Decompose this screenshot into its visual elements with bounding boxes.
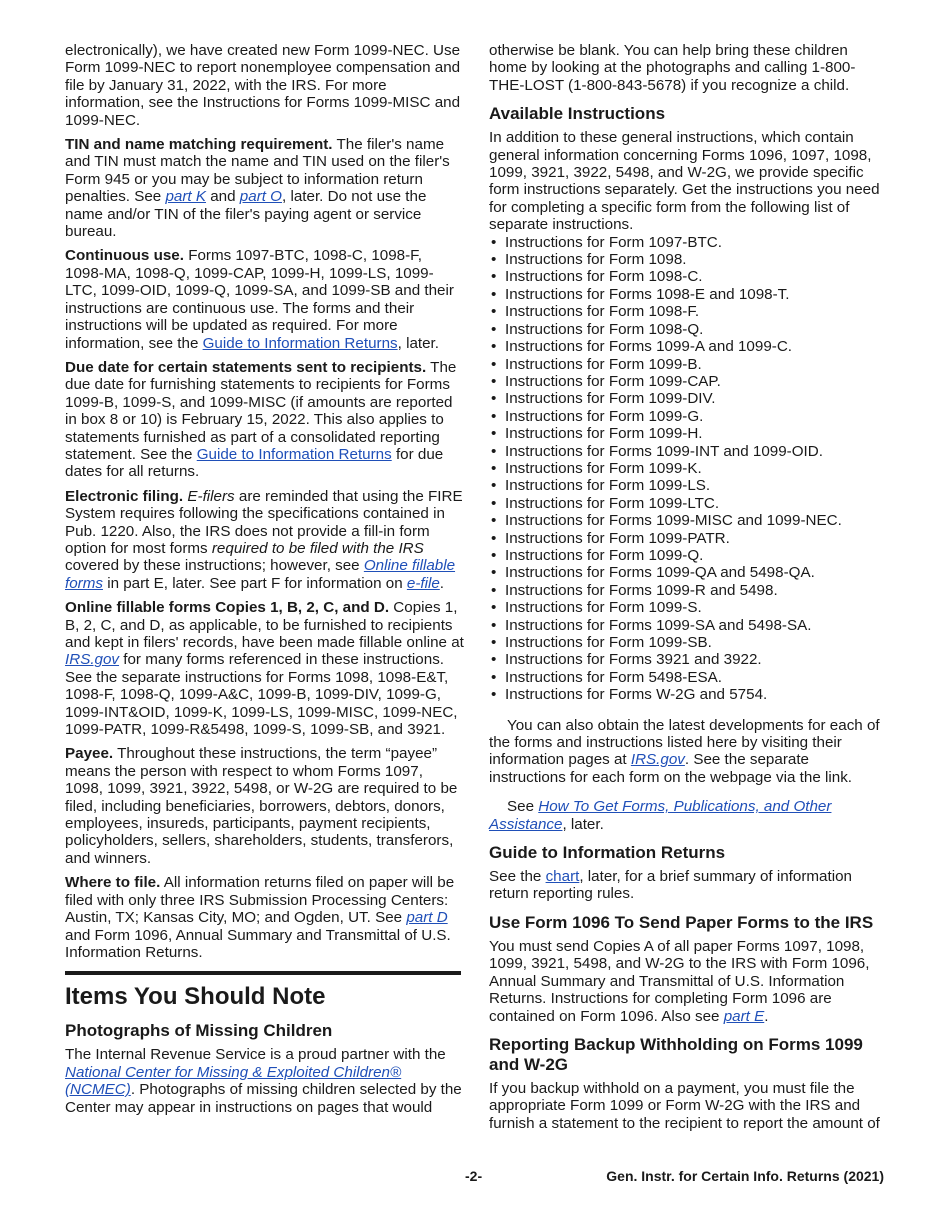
available-instructions-paragraph: In addition to these general instructions, which contain general information concerning Forms 1096, 1097, 1098, 1099, 3921, 3922, 5498, and W-2G, we provide specific form instructions separately. Get the instructions you need for completing a specific form from the following list of separate instructions. <box>489 129 880 234</box>
available-instructions-heading: Available Instructions <box>489 104 666 124</box>
part-e-link[interactable]: part E <box>723 1007 765 1025</box>
instructions-list-item: • Instructions for Forms 1099-INT and 1099-OID. <box>489 443 889 460</box>
instructions-list-item: • Instructions for Form 1098-Q. <box>489 321 889 338</box>
electronic-filing-heading: Electronic filing. <box>65 487 184 505</box>
instructions-list-item: • Instructions for Form 1099-CAP. <box>489 373 889 390</box>
form-1096-paragraph: You must send Copies A of all paper Forms 1097, 1098, 1099, 3921, 5498, and W-2G to the IRS with Form 1096, Annual Summary and Transmittal of U.S. Information Returns. Instructions for completing Form 1096 are contained on Form 1096. Also see part E. <box>489 937 870 1025</box>
backup-withholding-paragraph: If you backup withhold on a payment, you must file the appropriate Form 1099 or Form W-2G with the IRS and furnish a statement to the recipient to report the amount of <box>489 1079 880 1132</box>
instructions-list-item: • Instructions for Form 1098-F. <box>489 303 889 320</box>
instructions-list-item: • Instructions for Form 1099-H. <box>489 425 889 442</box>
chart-link[interactable]: chart <box>545 868 580 886</box>
instructions-list-item: • Instructions for Forms 1099-R and 5498. <box>489 582 889 599</box>
guide-info-returns-link[interactable]: Guide to Information Returns <box>196 445 392 463</box>
e-file-link[interactable]: e-file <box>406 574 440 592</box>
instructions-list-item: • Instructions for Form 1099-Q. <box>489 547 889 564</box>
how-to-get-forms-link[interactable]: How To Get Forms, Publications, and Other Assistance <box>489 798 832 833</box>
irs-gov-link[interactable]: IRS.gov <box>630 751 685 769</box>
instructions-list-item: • Instructions for Forms 1099-QA and 5498-QA. <box>489 564 889 581</box>
part-d-link[interactable]: part D <box>406 909 448 927</box>
online-fillable-heading: Online fillable forms Copies 1, B, 2, C, and D. <box>65 599 390 617</box>
section-divider <box>65 971 461 975</box>
guide-info-returns-link[interactable]: Guide to Information Returns <box>202 334 398 352</box>
guide-heading: Guide to Information Returns <box>489 843 726 863</box>
instructions-list-item: • Instructions for Form 5498-ESA. <box>489 669 889 686</box>
online-fillable-forms-link[interactable]: Online fillable forms <box>65 557 456 592</box>
part-o-link[interactable]: part O <box>239 188 283 206</box>
right-column <box>489 42 889 1139</box>
form-1096-heading: Use Form 1096 To Send Paper Forms to the IRS <box>489 912 874 932</box>
instructions-list-item: • Instructions for Form 1098-C. <box>489 268 889 285</box>
instructions-list-item: • Instructions for Forms W-2G and 5754. <box>489 686 889 703</box>
payee-paragraph: Payee. Throughout these instructions, the term “payee” means the person with respect to whom Forms 1097, 1098, 1099, 3921, 3922, 5498, or W-2G are required to be filed, including beneficiaries, borrowers, debtors, donors, employees, insureds, participants, payment recipients, policyholders, sellers, shareholders, students, transferors, and winners. <box>65 745 458 867</box>
left-column <box>65 42 465 1123</box>
photographs-paragraph: The Internal Revenue Service is a proud partner with the National Center for Missing & Exploited Children® (NCMEC). Photographs of missing children selected by the Center may appear in instructions on pages that would <box>65 1046 462 1116</box>
instructions-list-item: • Instructions for Forms 3921 and 3922. <box>489 651 889 668</box>
payee-heading: Payee. <box>65 745 114 763</box>
irs-gov-link[interactable]: IRS.gov <box>65 651 120 669</box>
continuous-use-heading: Continuous use. <box>65 247 184 265</box>
instructions-list-item: • Instructions for Form 1099-K. <box>489 460 889 477</box>
where-to-file-paragraph: Where to file. All information returns filed on paper will be filed with only three IRS Submission Processing Centers: Austin, TX; Kansas City, MO; and Ogden, UT. See part D and Form 1096, Annual Summary and Transmittal of U.S. Information Returns. <box>65 874 455 961</box>
tin-paragraph: TIN and name matching requirement. The filer's name and TIN must match the name and TIN used on the filer's Form 945 or you may be subject to information return penalties. See part K and part O, later. Do not use the name and/or TIN of the filer's paying agent or service bureau. <box>65 136 450 241</box>
latest-developments-paragraph: You can also obtain the latest developments for each of the forms and instructions listed here by visiting their information pages at IRS.gov. See the separate instructions for each form on the webpage via the link. <box>489 716 880 786</box>
instructions-list-item: • Instructions for Form 1099-DIV. <box>489 390 889 407</box>
see-how-to-get-forms-paragraph: See How To Get Forms, Publications, and Other Assistance, later. <box>489 798 832 833</box>
tin-heading: TIN and name matching requirement. <box>65 136 333 154</box>
due-date-heading: Due date for certain statements sent to recipients. <box>65 358 427 376</box>
instructions-list-item: • Instructions for Forms 1098-E and 1098-T. <box>489 286 889 303</box>
instructions-list-item: • Instructions for Form 1098. <box>489 251 889 268</box>
running-head: Gen. Instr. for Certain Info. Returns (2021) <box>606 1168 884 1184</box>
instructions-list-item: • Instructions for Forms 1099-A and 1099-C. <box>489 338 889 355</box>
backup-withholding-heading: Reporting Backup Withholding on Forms 1099 and W-2G <box>489 1034 863 1074</box>
guide-paragraph: See the chart, later, for a brief summary of information return reporting rules. <box>489 868 852 903</box>
instructions-list-item: • Instructions for Form 1099-LTC. <box>489 495 889 512</box>
ncmec-link[interactable]: National Center for Missing & Exploited Children® (NCMEC) <box>65 1063 402 1099</box>
instructions-list-item: • Instructions for Form 1099-S. <box>489 599 889 616</box>
instructions-list-item: • Instructions for Form 1099-SB. <box>489 634 889 651</box>
part-k-link[interactable]: part K <box>165 188 207 206</box>
instructions-list-item: • Instructions for Forms 1099-MISC and 1099-NEC. <box>489 512 889 529</box>
continuous-use-paragraph: Continuous use. Forms 1097-BTC, 1098-C, 1098-F, 1098-MA, 1098-Q, 1099-CAP, 1099-H, 1099-LS, 1099-LTC, 1099-OID, 1099-Q, 1099-SA, and 1099-SB and their instructions are continuous use. The forms and their instructions will be updated as required. For more information, see the Guide to Information Returns, later. <box>65 247 454 352</box>
instructions-list-item: • Instructions for Form 1099-LS. <box>489 477 889 494</box>
instructions-list-item: • Instructions for Forms 1099-SA and 5498-SA. <box>489 617 889 634</box>
instructions-list-item: • Instructions for Form 1099-B. <box>489 356 889 373</box>
photographs-heading: Photographs of Missing Children <box>65 1021 333 1041</box>
where-to-file-heading: Where to file. <box>65 874 161 892</box>
instructions-list-item: • Instructions for Form 1099-PATR. <box>489 530 889 547</box>
instructions-list-item: • Instructions for Form 1097-BTC. <box>489 234 889 251</box>
items-you-should-note-heading: Items You Should Note <box>65 983 326 1011</box>
intro-paragraph: electronically), we have created new Form 1099-NEC. Use Form 1099-NEC to report nonemployee compensation and file by January 31, 2022, with the IRS. For more information, see the Instructions for Forms 1099-MISC and 1099-NEC. <box>65 42 461 129</box>
page-number: -2- <box>465 1168 483 1184</box>
instructions-list <box>489 234 889 704</box>
electronic-filing-paragraph: Electronic filing. E-filers are reminded that using the FIRE System requires following the specifications contained in Pub. 1220. Also, the IRS does not provide a fill-in form option for most forms required to be filed with the IRS covered by these instructions; however, see Online fillable forms in part E, later. See part F for information on e-file. <box>65 487 463 592</box>
instructions-list-item: • Instructions for Form 1099-G. <box>489 408 889 425</box>
online-fillable-paragraph: Online fillable forms Copies 1, B, 2, C, and D. Copies 1, B, 2, C, and D, as applicable, to be furnished to recipients and kept in filers' records, have been made fillable online at IRS.gov for many forms referenced in these instructions. See the separate instructions for Forms 1098, 1098-E&T, 1098-F, 1098-Q, 1099-A&C, 1099-B, 1099-DIV, 1099-G, 1099-INT&OID, 1099-K, 1099-LS, 1099-MISC, 1099-NEC, 1099-PATR, 1099-R&5498, 1099-S, 1099-SB, and 3921. <box>65 599 464 739</box>
photographs-continued-paragraph: otherwise be blank. You can help bring these children home by looking at the photographs and calling 1-800-THE-LOST (1-800-843-5678) if you recognize a child. <box>489 42 856 94</box>
due-date-paragraph: Due date for certain statements sent to recipients. The due date for furnishing statements to recipients for Forms 1099-B, 1099-S, and 1099-MISC (if amounts are reported in box 8 or 10) is February 15, 2022. This also applies to statements furnished as part of a consolidated reporting statement. See the Guide to Information Returns for due dates for all returns. <box>65 358 457 481</box>
